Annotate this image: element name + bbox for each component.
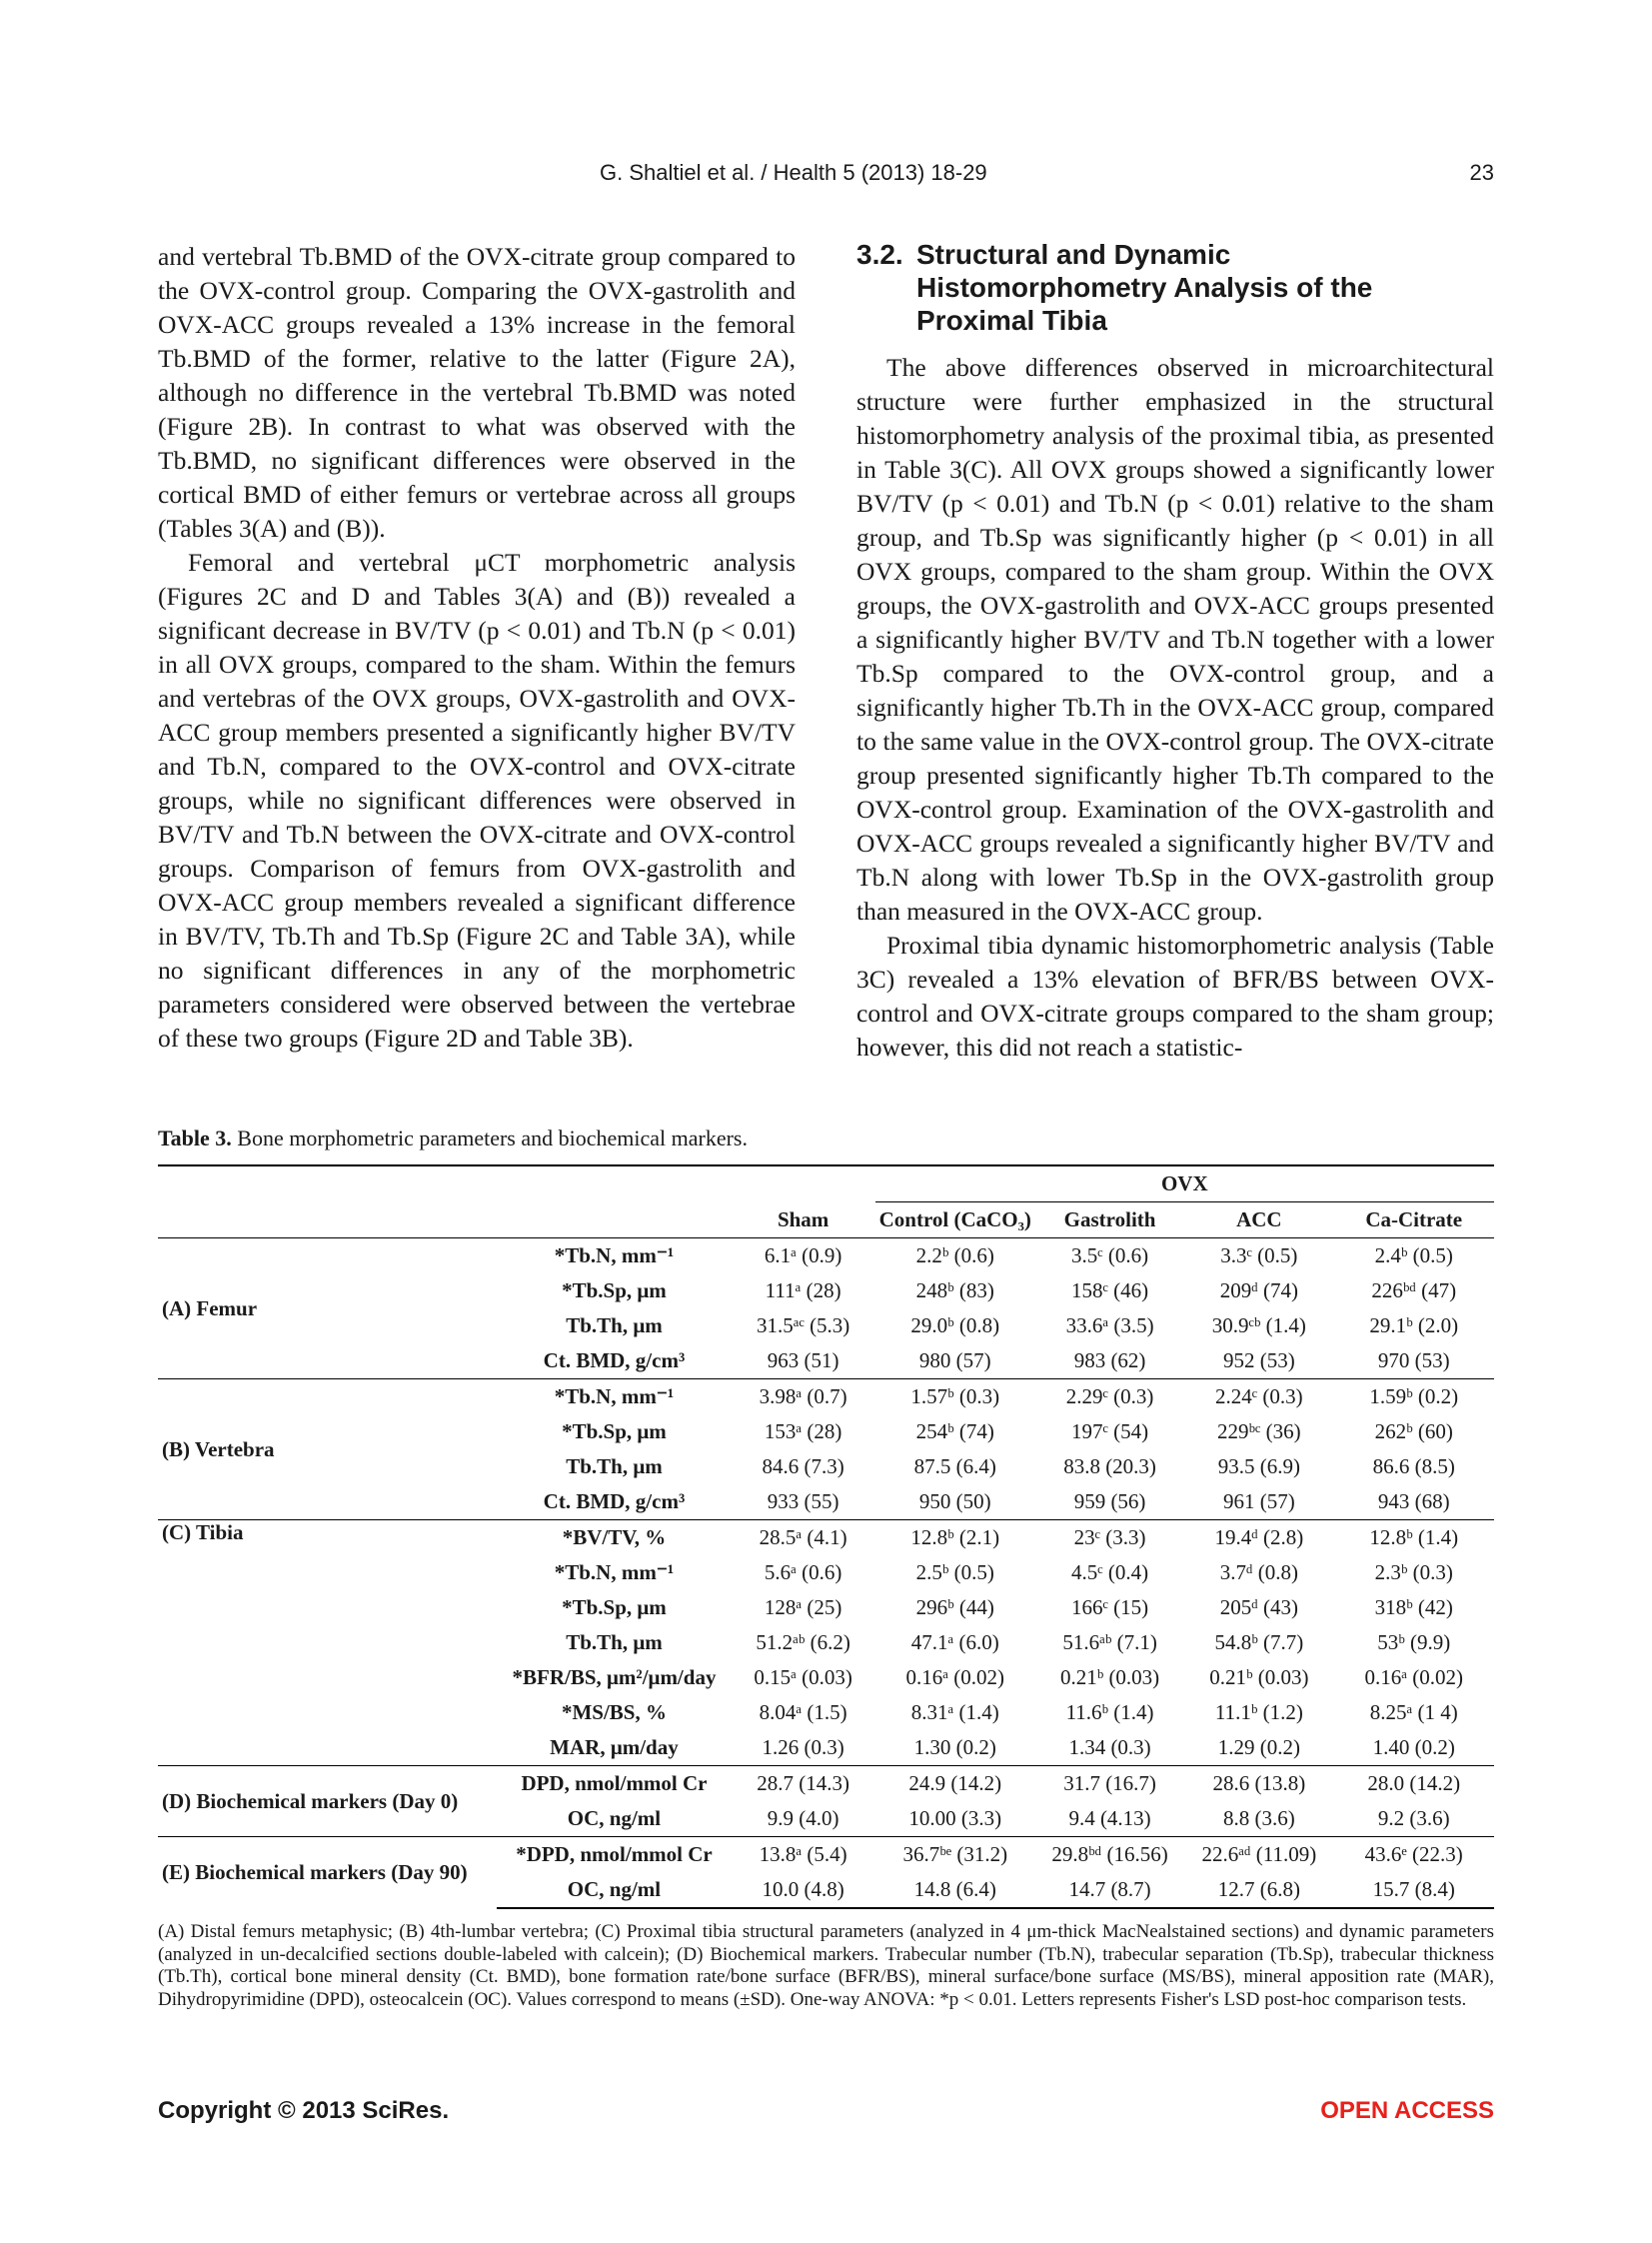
table-cell: 28.5ᵃ (4.1) [732,1520,875,1556]
copyright: Copyright © 2013 SciRes. [158,2097,450,2124]
table-cell: 254ᵇ (74) [915,1419,994,1443]
table-cell: 29.1ᵇ (2.0) [1369,1313,1459,1337]
table-cell: 1.40 (0.2) [1372,1735,1455,1759]
table-cell: 12.8ᵇ (2.1) [875,1520,1035,1556]
page-number: 23 [1469,160,1494,185]
table-cell: 3.3ᶜ (0.5) [1184,1238,1333,1274]
table-cell: 29.0ᵇ (0.8) [910,1313,1000,1337]
table-cell: 1.34 (0.3) [1068,1735,1151,1759]
table-cell: 3.98ᵃ (0.7) [732,1379,875,1415]
table-cell: 153ᵃ (28) [764,1419,842,1443]
col-header-acc: ACC [1236,1207,1282,1231]
table-cell: 23ᶜ (3.3) [1035,1520,1184,1556]
table-cell: 2.24ᶜ (0.3) [1184,1379,1333,1415]
right-paragraph-2: Proximal tibia dynamic histomorphometric analysis (Table 3C) revealed a 13% elevation of BFR/BS between OVX-control and OVX-citrate groups compared to the sham group; however, this did not reach a statistic- [856,931,1494,1062]
table-cell: 22.6ᵃᵈ (11.09) [1184,1837,1333,1873]
table-cell: 983 (62) [1073,1348,1146,1372]
table-cell: 31.5ᵃᶜ (5.3) [756,1313,850,1337]
table-cell: 10.00 (3.3) [908,1806,1002,1830]
parameter-label: *BFR/BS, μm²/μm/day [512,1665,717,1689]
table-cell: 29.8ᵇᵈ (16.56) [1035,1837,1184,1873]
running-head: G. Shaltiel et al. / Health 5 (2013) 18-29 [600,160,987,185]
table-cell: 33.6ᵃ (3.5) [1065,1313,1154,1337]
table-cell: 86.6 (8.5) [1372,1454,1455,1478]
table-cell: 2.4ᵇ (0.5) [1333,1238,1494,1274]
table-cell: 14.7 (8.7) [1035,1872,1184,1908]
table-cell: 970 (53) [1377,1348,1450,1372]
parameter-label: *BV/TV, % [497,1520,731,1556]
left-paragraph-2: Femoral and vertebral μCT morphometric analysis (Figures 2C and D and Tables 3(A) and (B)) revealed a significant decrease in BV/TV (p < 0.01) and Tb.N (p < 0.01) in all OVX groups, compared to the sham. Within the femurs and vertebras of the OVX groups, OVX-gastrolith and OVX-ACC group members presented a significantly higher BV/TV and Tb.N, compared to the OVX-control and OVX-citrate groups, while no significant differences were observed in BV/TV and Tb.N between the OVX-citrate and OVX-control groups. Comparison of femurs from OVX-gastrolith and OVX-ACC group members revealed a significant difference in BV/TV, Tb.Th and Tb.Sp (Figure 2C and Table 3A), while no significant differences in any of the morphometric parameters considered were observed between the vertebrae of these two groups (Figure 2D and Table 3B). [158,548,796,1053]
table-cell: 8.31ᵃ (1.4) [910,1700,999,1724]
parameter-label: Ct. BMD, g/cm³ [543,1489,686,1513]
group-label: (C) Tibia [158,1520,497,1766]
table-cell: 0.16ᵃ (0.02) [1364,1665,1463,1689]
table-cell: 1.29 (0.2) [1217,1735,1300,1759]
table-cell: 15.7 (8.4) [1333,1872,1494,1908]
parameter-label: DPD, nmol/mmol Cr [497,1766,731,1802]
table-cell: 296ᵇ (44) [915,1595,994,1619]
table-row [158,1766,1494,1802]
table-cell: 2.3ᵇ (0.3) [1374,1560,1453,1584]
table-cell: 28.0 (14.2) [1333,1766,1494,1802]
table-cell: 53ᵇ (9.9) [1377,1630,1451,1654]
section-title-line3: Proximal Tibia [916,305,1107,336]
table-cell: 24.9 (14.2) [875,1766,1035,1802]
table-cell: 2.2ᵇ (0.6) [875,1238,1035,1274]
parameter-label: Ct. BMD, g/cm³ [543,1348,686,1372]
table-cell: 0.15ᵃ (0.03) [754,1665,852,1689]
col-header-sham: Sham [777,1206,829,1231]
ovx-header: OVX [875,1165,1494,1202]
table-cell: 36.7ᵇᵉ (31.2) [875,1837,1035,1873]
table-cell: 961 (57) [1222,1489,1295,1513]
table-cell: 226ᵇᵈ (47) [1371,1278,1457,1302]
table-cell: 5.6ᵃ (0.6) [764,1560,842,1584]
table-cell: 19.4ᵈ (2.8) [1184,1520,1333,1556]
table-cell: 262ᵇ (60) [1374,1419,1453,1443]
table-cell: 2.29ᶜ (0.3) [1035,1379,1184,1415]
table-cell: 0.21ᵇ (0.03) [1059,1665,1160,1689]
table-cell: 128ᵃ (25) [764,1595,842,1619]
parameter-label: *Tb.N, mm⁻¹ [554,1560,675,1584]
group-label: (B) Vertebra [158,1379,497,1520]
table-cell: 950 (50) [918,1489,991,1513]
table-cell: 31.7 (16.7) [1035,1766,1184,1802]
parameter-label: OC, ng/ml [567,1806,662,1830]
table-cell: 87.5 (6.4) [913,1454,996,1478]
table-cell: 30.9ᶜᵇ (1.4) [1211,1313,1306,1337]
table-cell: 8.04ᵃ (1.5) [759,1700,847,1724]
parameter-label: MAR, μm/day [550,1735,679,1759]
parameter-label: *Tb.Sp, μm [562,1419,667,1443]
table-cell: 933 (55) [767,1489,839,1513]
table-cell: 6.1ᵃ (0.9) [732,1238,875,1274]
section-title-line1: Structural and Dynamic [916,239,1231,270]
table-body [158,1238,1494,1909]
parameter-label: Tb.Th, μm [566,1630,663,1654]
table-cell: 166ᶜ (15) [1071,1595,1149,1619]
table-cell: 197ᶜ (54) [1071,1419,1149,1443]
table-cell: 1.57ᵇ (0.3) [875,1379,1035,1415]
table-cell: 229ᵇᶜ (36) [1217,1419,1301,1443]
table-cell: 963 (51) [767,1348,839,1372]
table-cell: 209ᵈ (74) [1219,1278,1298,1302]
table-cell: 28.7 (14.3) [732,1766,875,1802]
section-heading [856,238,1494,337]
table-cell: 51.6ᵃᵇ (7.1) [1062,1630,1157,1654]
table-cell: 952 (53) [1222,1348,1295,1372]
table-cell: 51.2ᵃᵇ (6.2) [756,1630,850,1654]
table-cell: 11.1ᵇ (1.2) [1214,1700,1303,1724]
parameter-label: *Tb.Sp, μm [562,1595,667,1619]
table-row [158,1837,1494,1873]
morphometric-table [158,1164,1494,1909]
table-cell: 14.8 (6.4) [875,1872,1035,1908]
parameter-label: *Tb.Sp, μm [562,1278,667,1302]
table-cell: 318ᵇ (42) [1374,1595,1453,1619]
table-caption [158,1125,748,1151]
table-cell: 9.2 (3.6) [1377,1806,1450,1830]
group-label: (A) Femur [158,1238,497,1379]
table-cell: 0.21ᵇ (0.03) [1209,1665,1309,1689]
table-cell: 943 (68) [1377,1489,1450,1513]
table-cell: 9.4 (4.13) [1068,1806,1151,1830]
table-caption-text: Bone morphometric parameters and biochemical markers. [231,1125,748,1150]
section-number: 3.2. [856,239,903,270]
table-cell: 2.5ᵇ (0.5) [915,1560,994,1584]
table-row [158,1520,1494,1556]
col-header-gastrolith: Gastrolith [1063,1207,1156,1231]
open-access: OPEN ACCESS [1320,2097,1494,2124]
left-paragraph-1: and vertebral Tb.BMD of the OVX-citrate group compared to the OVX-control group. Comparing the OVX-gastrolith and OVX-ACC groups revealed a 13% increase in the femoral Tb.BMD of the former, relative to the latter (Figure 2A), although no difference in the vertebral Tb.BMD was noted (Figure 2B). In contrast to what was observed with the Tb.BMD, no significant differences were observed in the cortical BMD of either femurs or vertebrae across all groups (Tables 3(A) and (B)). [158,242,796,543]
table-row [158,1238,1494,1274]
group-label: (E) Biochemical markers (Day 90) [158,1837,497,1909]
left-column [158,240,796,1056]
table-cell: 84.6 (7.3) [762,1454,844,1478]
table-cell: 83.8 (20.3) [1063,1454,1156,1478]
table-cell: 28.6 (13.8) [1184,1766,1333,1802]
table-cell: 4.5ᶜ (0.4) [1071,1560,1149,1584]
table-cell: 12.8ᵇ (1.4) [1333,1520,1494,1556]
table-cell: 9.9 (4.0) [767,1806,839,1830]
table-cell: 54.8ᵇ (7.7) [1214,1630,1304,1654]
parameter-label: OC, ng/ml [497,1872,731,1908]
table-caption-label: Table 3. [158,1125,232,1150]
table-cell: 13.8ᵃ (5.4) [732,1837,875,1873]
table-cell: 12.7 (6.8) [1184,1872,1333,1908]
table-cell: 3.5ᶜ (0.6) [1035,1238,1184,1274]
table-cell: 10.0 (4.8) [732,1872,875,1908]
parameter-label: *Tb.N, mm⁻¹ [497,1238,731,1274]
table-cell: 1.30 (0.2) [913,1735,996,1759]
table-footnote: (A) Distal femurs metaphysic; (B) 4th-lumbar vertebra; (C) Proximal tibia structural parameters (analyzed in 4 μm-thick MacNealstained sections) and dynamic parameters (analyzed in un-decalcified sections double-labeled with calcein); (D) Biochemical markers. Trabecular number (Tb.N), trabecular separation (Tb.Sp), trabecular thickness (Tb.Th), cortical bone mineral density (Ct. BMD), bone formation rate/bone surface (BFR/BS), mineral surface/bone surface (MS/BS), mineral apposition rate (MAR), Dihydropyrimidine (DPD), osteocalcein (OC). Values correspond to means (±SD). One-way ANOVA: *p < 0.01. Letters represents Fisher's LSD post-hoc comparison tests. [158,1921,1494,2010]
table-cell: 11.6ᵇ (1.4) [1065,1700,1154,1724]
table-cell: 47.1ᵃ (6.0) [910,1630,999,1654]
parameter-label: Tb.Th, μm [566,1313,663,1337]
table-cell: 43.6ᵉ (22.3) [1333,1837,1494,1873]
table-cell: 0.16ᵃ (0.02) [905,1665,1004,1689]
parameter-label: *DPD, nmol/mmol Cr [497,1837,731,1873]
section-title-line2: Histomorphometry Analysis of the [916,272,1373,303]
table-ovx-row [158,1165,1494,1202]
table-cell: 3.7ᵈ (0.8) [1219,1560,1298,1584]
table-cell: 205ᵈ (43) [1219,1595,1298,1619]
col-header-control: Control (CaCO₃) [878,1207,1031,1231]
table-cell: 93.5 (6.9) [1217,1454,1300,1478]
right-column [856,238,1494,1065]
parameter-label: *Tb.N, mm⁻¹ [497,1379,731,1415]
table-header-row [158,1202,1494,1238]
table-cell: 1.26 (0.3) [762,1735,844,1759]
parameter-label: Tb.Th, μm [566,1454,663,1478]
table-row [158,1379,1494,1415]
table-cell: 959 (56) [1073,1489,1146,1513]
table-cell: 248ᵇ (83) [915,1278,994,1302]
col-header-ca-citrate: Ca-Citrate [1365,1207,1463,1231]
table-cell: 1.59ᵇ (0.2) [1333,1379,1494,1415]
right-paragraph-1: The above differences observed in microarchitectural structure were further emphasized in the structural histomorphometry analysis of the proximal tibia, as presented in Table 3(C). All OVX groups showed a significantly lower BV/TV (p < 0.01) and Tb.N (p < 0.01) relative to the sham group, and Tb.Sp was significantly higher (p < 0.01) in all OVX groups, compared to the sham group. Within the OVX groups, the OVX-gastrolith and OVX-ACC groups presented a significantly higher BV/TV and Tb.N together with a lower Tb.Sp compared to the OVX-control group, and a significantly higher Tb.Th in the OVX-ACC group, compared to the same value in the OVX-control group. The OVX-citrate group presented significantly higher Tb.Th compared to the OVX-control group. Examination of the OVX-gastrolith and OVX-ACC groups revealed a significantly higher BV/TV and Tb.N along with lower Tb.Sp in the OVX-gastrolith group than measured in the OVX-ACC group. [856,353,1494,926]
table-cell: 111ᵃ (28) [765,1278,841,1302]
parameter-label: *MS/BS, % [561,1700,667,1724]
table-cell: 8.8 (3.6) [1222,1806,1295,1830]
table-cell: 980 (57) [918,1348,991,1372]
group-label: (D) Biochemical markers (Day 0) [158,1766,497,1837]
table-cell: 158ᶜ (46) [1071,1278,1149,1302]
table-cell: 8.25ᵃ (1 4) [1369,1700,1458,1724]
